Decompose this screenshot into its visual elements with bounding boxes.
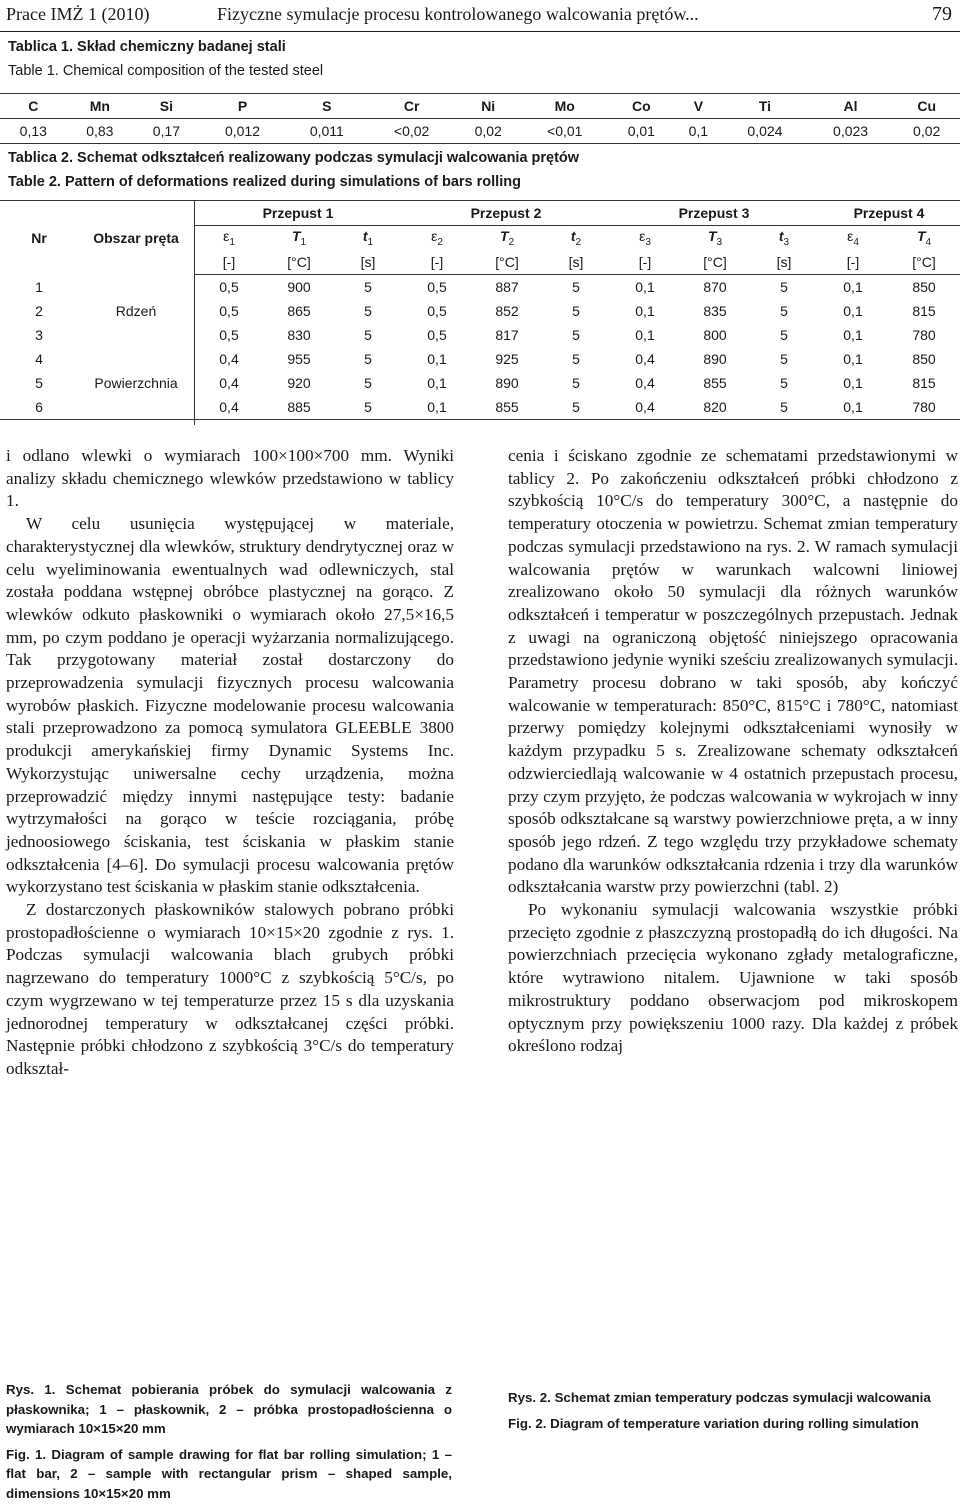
- unit-cell: [-]: [610, 250, 680, 275]
- value-cell: 5: [334, 395, 402, 420]
- unit-cell: [°C]: [888, 250, 960, 275]
- table1-value-cell: 0,02: [455, 119, 522, 144]
- table1-value-cell: 0,83: [67, 119, 134, 144]
- unit-cell: [s]: [750, 250, 818, 275]
- value-cell: 0,1: [635, 279, 655, 295]
- value-cell: 0,4: [194, 395, 264, 420]
- value-cell: 852: [495, 303, 519, 319]
- table1-header-cell: Cu: [893, 94, 960, 119]
- paragraph: Po wykonaniu symulacji walcowania wszystkie próbki przecięto zgodnie z płaszczyzną prostopadłą do ich długości. Na powierzchniach przecięcia wykonano zgłady metalograficzne, które wytrawiono nitalem. Ujawnione w taki sposób mikrostruktury poddano obserwacjom pod mikroskopem optycznym przy powiększeniu 1000 razy. Dla każdej z próbek określono rodzaj: [508, 900, 958, 1056]
- row-number-cell: 1: [35, 278, 43, 295]
- value-cell: 817: [495, 327, 519, 343]
- value-cell: 900: [287, 279, 311, 295]
- value-cell: 5: [572, 327, 580, 343]
- symbol-cell: [818, 226, 888, 251]
- value-cell: 5: [542, 395, 610, 420]
- symbol-base: T: [499, 228, 509, 245]
- value-cell: 5: [364, 375, 372, 391]
- value-cell: 920: [287, 375, 311, 391]
- value-cell: 5: [572, 279, 580, 295]
- pass-3-header: Przepust 3: [610, 201, 818, 226]
- value-cell: 0,1: [843, 279, 863, 295]
- pass-4-header: Przepust 4: [818, 201, 960, 226]
- symbol-cell: [334, 226, 402, 251]
- value-cell: 887: [495, 279, 519, 295]
- pass-2-header: Przepust 2: [402, 201, 610, 226]
- table-row: [0, 347, 960, 371]
- table1-header-cell: Mn: [67, 94, 134, 119]
- body-column-right: [508, 445, 958, 1058]
- table1-value-cell: 0,023: [808, 119, 894, 144]
- figure1-caption-pl: Rys. 1. Schemat pobierania próbek do symulacji walcowania z płaskownika; 1 – płaskownik, 2 – próbka prostopadłościenna o wymiarach 10×15×20 mm: [6, 1382, 452, 1436]
- symbol-subscript: 2: [508, 236, 515, 248]
- symbol-base: T: [916, 228, 926, 245]
- value-cell: 855: [703, 375, 727, 391]
- symbol-cell: [472, 226, 542, 251]
- value-cell: 0,5: [427, 303, 447, 319]
- value-cell: 0,4: [219, 351, 239, 367]
- value-cell: 820: [680, 395, 750, 420]
- value-cell: 0,5: [219, 279, 239, 295]
- row-number-cell: 4: [35, 351, 43, 367]
- value-cell: 5: [780, 327, 788, 343]
- value-cell: 5: [364, 279, 372, 295]
- symbol-base: ε: [847, 228, 854, 245]
- value-cell: 830: [287, 327, 311, 343]
- symbol-subscript: 2: [575, 236, 582, 248]
- unit-cell: [s]: [542, 250, 610, 275]
- table2-pass-row: [0, 201, 960, 226]
- symbol-subscript: 3: [716, 236, 723, 248]
- symbol-base: t: [570, 228, 576, 245]
- table1-value-cell: 0,02: [893, 119, 960, 144]
- value-cell: 955: [287, 351, 311, 367]
- table1-value-cell: 0,1: [675, 119, 723, 144]
- value-cell: 0,4: [219, 375, 239, 391]
- paragraph: Z dostarczonych płaskowników stalowych pobrano próbki prostopadłościenne o wymiarach 10×15×20 zgodnie z rys. 1. Podczas symulacji walcowania blach grubych próbki nagrzewano do temperatury 1000°C z szybkością 5°C/s, po czym wygrzewano w tej temperaturze przez 15 s dla uzyskania jednorodnej temperatury w odkształcanej części próbki. Następnie próbki chłodzono z szybkością 3°C/s do temperatury odkształ-: [6, 900, 454, 1078]
- unit-cell: [s]: [334, 250, 402, 275]
- table1-header-cell: Cr: [368, 94, 455, 119]
- table1-value-cell: 0,13: [0, 119, 67, 144]
- symbol-cell: [888, 226, 960, 251]
- symbol-base: t: [362, 228, 368, 245]
- running-title: Fizyczne symulacje procesu kontrolowanego walcowania prętów...: [217, 4, 699, 24]
- value-cell: 0,5: [427, 327, 447, 343]
- value-cell: 0,5: [427, 279, 447, 295]
- value-cell: 5: [572, 375, 580, 391]
- symbol-base: t: [778, 228, 784, 245]
- value-cell: 885: [264, 395, 334, 420]
- row-number-cell: 6: [0, 395, 78, 420]
- region-cell: Rdzeń: [115, 302, 157, 319]
- table1-chemical-composition: [0, 93, 960, 144]
- page-number: 79: [932, 3, 952, 25]
- value-cell: 0,1: [843, 351, 863, 367]
- value-cell: 780: [888, 395, 960, 420]
- table1-header-cell: V: [675, 94, 723, 119]
- symbol-subscript: 1: [367, 236, 374, 248]
- value-cell: 0,5: [219, 327, 239, 343]
- value-cell: 0,1: [635, 327, 655, 343]
- value-cell: 0,1: [427, 351, 447, 367]
- region-cell: Powierzchnia: [78, 347, 194, 420]
- figure2-caption-pl: Rys. 2. Schemat zmian temperatury podczas symulacji walcowania: [508, 1390, 931, 1405]
- value-cell: 0,4: [635, 351, 655, 367]
- table1-caption-pl: Tablica 1. Skład chemiczny badanej stali: [8, 39, 286, 55]
- table1-header-cell: S: [285, 94, 368, 119]
- symbol-subscript: 2: [437, 236, 443, 248]
- symbol-base: T: [291, 228, 301, 245]
- symbol-cell: [194, 226, 264, 251]
- table2-body: [0, 275, 960, 420]
- table1-values-row: [0, 119, 960, 144]
- value-cell: 815: [912, 375, 936, 391]
- row-number-cell: 3: [35, 327, 43, 343]
- symbol-cell: [680, 226, 750, 251]
- value-cell: 5: [780, 303, 788, 319]
- value-cell: 5: [750, 395, 818, 420]
- value-cell: 850: [912, 279, 936, 295]
- col-region-header: Obszar pręta: [93, 229, 179, 246]
- value-cell: 890: [703, 351, 727, 367]
- value-cell: 5: [572, 351, 580, 367]
- value-cell: 5: [780, 351, 788, 367]
- figure2-caption-en: Fig. 2. Diagram of temperature variation during rolling simulation: [508, 1415, 919, 1431]
- value-cell: 5: [364, 303, 372, 319]
- row-number-cell: 2: [35, 303, 43, 319]
- symbol-base: ε: [431, 228, 438, 245]
- table1-value-cell: 0,17: [133, 119, 200, 144]
- value-cell: 5: [364, 327, 372, 343]
- value-cell: 0,1: [843, 375, 863, 391]
- row-number-cell: 5: [35, 375, 43, 391]
- unit-cell: [-]: [818, 250, 888, 275]
- symbol-subscript: 1: [300, 236, 307, 248]
- table1-header-cell: Si: [133, 94, 200, 119]
- unit-cell: [-]: [402, 250, 472, 275]
- value-cell: 0,1: [818, 395, 888, 420]
- symbol-cell: [402, 226, 472, 251]
- table1-header-cell: Al: [808, 94, 894, 119]
- symbol-subscript: 1: [229, 236, 235, 248]
- table1-header-row: [0, 94, 960, 119]
- table1-header-cell: Mo: [521, 94, 608, 119]
- value-cell: 835: [703, 303, 727, 319]
- value-cell: 925: [495, 351, 519, 367]
- value-cell: 0,1: [843, 303, 863, 319]
- table2-deformation-pattern: [0, 201, 960, 420]
- value-cell: 0,1: [402, 395, 472, 420]
- symbol-cell: [264, 226, 334, 251]
- table1-header-cell: P: [200, 94, 286, 119]
- symbol-subscript: 4: [925, 236, 932, 248]
- value-cell: 0,4: [610, 395, 680, 420]
- paragraph: i odlano wlewki o wymiarach 100×100×700 mm. Wyniki analizy składu chemicznego wlewków przedstawiono w tablicy 1.: [6, 446, 454, 511]
- table2-caption-en: Table 2. Pattern of deformations realized during simulations of bars rolling: [8, 174, 521, 190]
- running-header: [6, 0, 954, 30]
- value-cell: 800: [703, 327, 727, 343]
- table1-header-cell: C: [0, 94, 67, 119]
- symbol-cell: [750, 226, 818, 251]
- symbol-base: T: [707, 228, 717, 245]
- unit-cell: [°C]: [472, 250, 542, 275]
- value-cell: 5: [780, 279, 788, 295]
- value-cell: 870: [703, 279, 727, 295]
- unit-cell: [°C]: [680, 250, 750, 275]
- value-cell: 815: [912, 303, 936, 319]
- symbol-subscript: 3: [645, 236, 651, 248]
- value-cell: 0,5: [219, 303, 239, 319]
- table1-value-cell: <0,01: [521, 119, 608, 144]
- unit-cell: [-]: [194, 250, 264, 275]
- pass-1-header: Przepust 1: [194, 201, 402, 226]
- value-cell: 890: [495, 375, 519, 391]
- value-cell: 0,1: [635, 303, 655, 319]
- body-column-left: [6, 445, 454, 1081]
- table-row: [0, 275, 960, 300]
- table1-header-cell: Ni: [455, 94, 522, 119]
- table1-value-cell: 0,011: [285, 119, 368, 144]
- figure1-caption-en: Fig. 1. Diagram of sample drawing for flat bar rolling simulation; 1 – flat bar, 2 – sample with rectangular prism – shaped sample, dimensions 10×15×20 mm: [6, 1446, 452, 1501]
- table1-caption-en: Table 1. Chemical composition of the tested steel: [8, 63, 324, 79]
- value-cell: 0,4: [635, 375, 655, 391]
- journal-name: Prace IMŻ 1 (2010): [6, 4, 150, 24]
- symbol-subscript: 3: [783, 236, 790, 248]
- table2-caption-pl: Tablica 2. Schemat odkształceń realizowany podczas symulacji walcowania prętów: [8, 150, 580, 166]
- header-rule: [0, 31, 960, 32]
- value-cell: 5: [364, 351, 372, 367]
- paragraph: W celu usunięcia występującej w materiale, charakterystycznej dla wlewków, struktury dendrytycznej oraz w celu wyeliminowania ewentualnych wad odlewniczych, stal została poddana wstępnej obróbce plastycznej na gorąco. Z wlewków odkuto płaskowniki o wymiarach około 27,5×16,5 mm, po czym poddano je operacji wyżarzania normalizującego. Tak przygotowany materiał został dostarczony do przeprowadzenia symulacji fizycznych procesu walcowania wyrobów płaskich. Fizyczne modelowanie procesu walcowania stali przeprowadzono za pomocą symulatora GLEEBLE 3800 produkcji amerykańskiej firmy Dynamic Systems Inc. Wykorzystując uniwersalne cechy urządzenia, można przeprowadzić między innymi następujące testy: badanie wytrzymałości na gorąco w teście rozciągania, próbę jednoosiowego ściskania, test ściskania w płaskim stanie odkształcenia [4–6]. Do symulacji procesu walcowania prętów wykorzystano test ściskania w płaskim stanie odkształcenia.: [6, 514, 454, 897]
- value-cell: 855: [472, 395, 542, 420]
- table1-value-cell: 0,01: [608, 119, 675, 144]
- symbol-subscript: 4: [853, 236, 859, 248]
- paragraph: cenia i ściskano zgodnie ze schematami przedstawionymi w tablicy 2. Po zakończeniu odkształceń próbki chłodzono z szybkością 10°C/s do temperatury 300°C, a następnie do temperatury otoczenia w powietrzu. Schemat zmian temperatury podczas symulacji przedstawiono na rys. 2. W ramach symulacji walcowania prętów w warunkach walcowni liniowej zrealizowano około 50 symulacji dla różnych warunków odkształceń i temperatur w poszczególnych przepustach. Jednak z uwagi na ograniczoną objętość niniejszego opracowania przedstawiono jedynie wyniki sześciu zrealizowanych symulacji. Parametry procesu dobrano w taki sposób, aby kończyć walcowanie w temperaturach: 850°C, 815°C i 780°C, natomiast przerwy pomiędzy kolejnymi odkształceniami wynosiły w każdym przypadku 5 s. Zrealizowane schematy odkształceń odzwierciedlają walcowanie w 4 ostatnich przepustach procesu, przy czym przyjęto, że podczas walcowania w wykrojach w inny sposób odkształcane są warstwy powierzchniowe pręta, a w inny sposób jego rdzeń. Z tego względu trzy przykładowe schematy podano dla warunków odkształcania rdzenia i trzy dla warunków odkształcania warstw przy powierzchni (tabl. 2): [508, 446, 958, 897]
- symbol-base: ε: [223, 228, 230, 245]
- table1-value-cell: 0,024: [722, 119, 808, 144]
- figure2-caption: [508, 1388, 958, 1439]
- value-cell: 850: [912, 351, 936, 367]
- unit-cell: [°C]: [264, 250, 334, 275]
- symbol-cell: [542, 226, 610, 251]
- symbol-base: ε: [639, 228, 646, 245]
- value-cell: 5: [572, 303, 580, 319]
- col-nr-header: Nr: [31, 229, 47, 246]
- value-cell: 0,1: [843, 327, 863, 343]
- table1-header-cell: Ti: [722, 94, 808, 119]
- table1-header-cell: Co: [608, 94, 675, 119]
- value-cell: 0,1: [427, 375, 447, 391]
- table1-value-cell: 0,012: [200, 119, 286, 144]
- value-cell: 5: [780, 375, 788, 391]
- figure1-caption: [6, 1380, 452, 1509]
- value-cell: 780: [912, 327, 936, 343]
- value-cell: 865: [287, 303, 311, 319]
- symbol-cell: [610, 226, 680, 251]
- table1-value-cell: <0,02: [368, 119, 455, 144]
